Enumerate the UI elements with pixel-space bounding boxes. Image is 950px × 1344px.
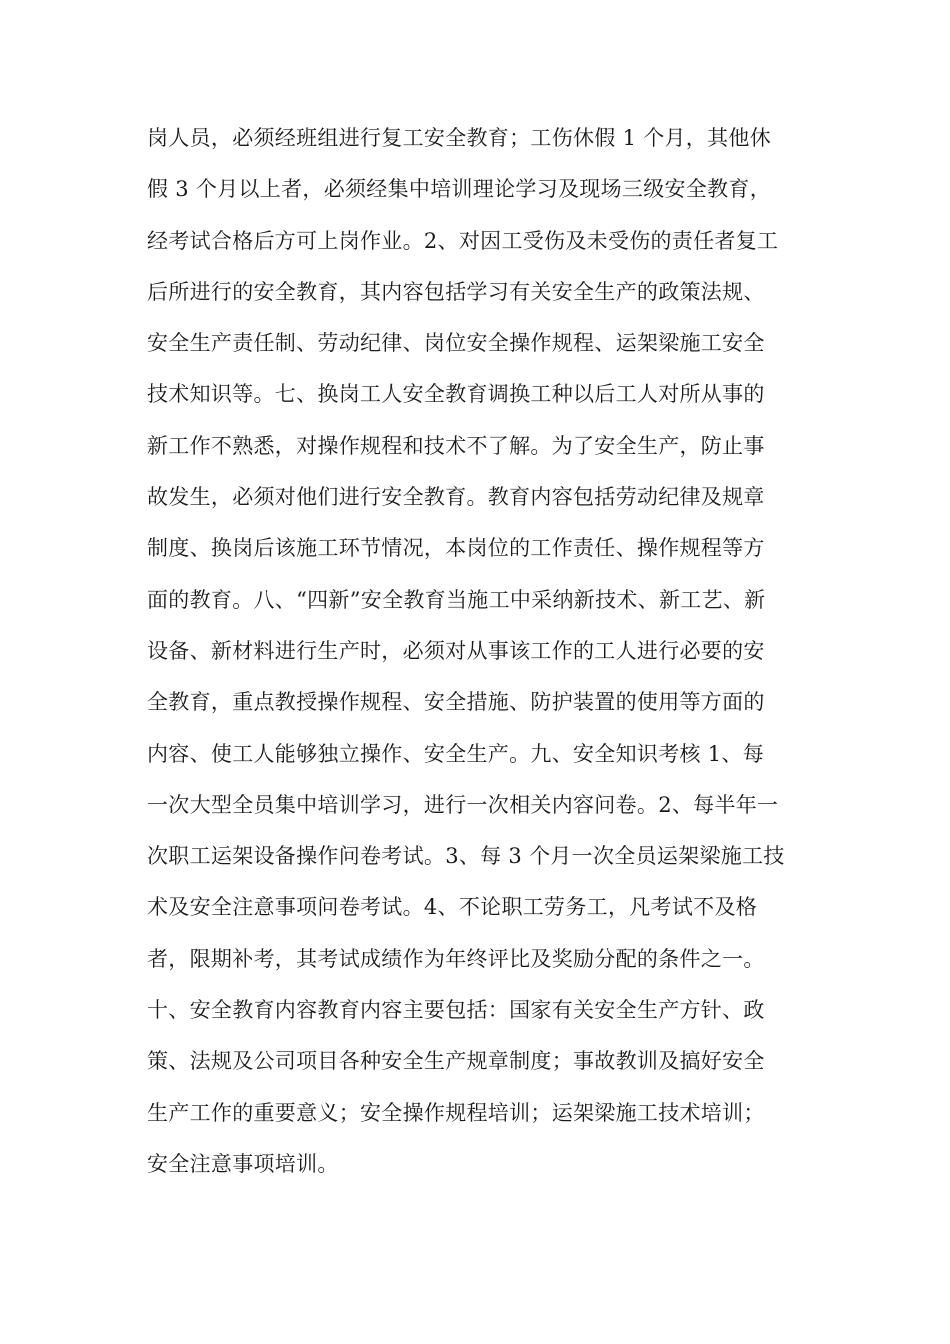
text-line-15: 次职工运架设备操作问卷考试。3、每 3 个月一次全员运架梁施工技: [147, 844, 785, 869]
text-line-9: 制度、换岗后该施工环节情况，本岗位的工作责任、操作规程等方: [147, 536, 765, 561]
text-line-19: 策、法规及公司项目各种安全生产规章制度；事故教训及搞好安全: [147, 1049, 765, 1074]
text-line-6: 技术知识等。七、换岗工人安全教育调换工种以后工人对所从事的: [147, 382, 765, 407]
text-line-4: 后所进行的安全教育，其内容包括学习有关安全生产的政策法规、: [147, 279, 765, 304]
text-line-21: 安全注意事项培训。: [147, 1151, 339, 1176]
text-line-8: 故发生，必须对他们进行安全教育。教育内容包括劳动纪律及规章: [147, 485, 765, 510]
text-line-2: 假 3 个月以上者，必须经集中培训理论学习及现场三级安全教育，: [147, 177, 772, 202]
text-line-7: 新工作不熟悉，对操作规程和技术不了解。为了安全生产，防止事: [147, 433, 765, 458]
body-text: [147, 118, 807, 1195]
text-line-16: 术及安全注意事项问卷考试。4、不论职工劳务工，凡考试不及格: [147, 895, 758, 920]
text-line-10: 面的教育。八、“四新”安全教育当施工中采纳新技术、新工艺、新: [147, 587, 766, 612]
text-line-3: 经考试合格后方可上岗作业。2、对因工受伤及未受伤的责任者复工: [147, 228, 779, 253]
text-line-14: 一次大型全员集中培训学习，进行一次相关内容问卷。2、每半年一: [147, 792, 779, 817]
text-line-1: 岗人员，必须经班组进行复工安全教育；工伤休假 1 个月，其他休: [147, 126, 772, 150]
text-line-5: 安全生产责任制、劳动纪律、岗位安全操作规程、运架梁施工安全: [147, 331, 765, 356]
text-line-12: 全教育，重点教授操作规程、安全措施、防护装置的使用等方面的: [147, 690, 765, 715]
text-line-11: 设备、新材料进行生产时，必须对从事该工作的工人进行必要的安: [147, 638, 765, 663]
text-line-20: 生产工作的重要意义；安全操作规程培训；运架梁施工技术培训；: [147, 1100, 765, 1125]
text-line-18: 十、安全教育内容教育内容主要包括：国家有关安全生产方针、政: [147, 998, 765, 1023]
text-line-17: 者，限期补考，其考试成绩作为年终评比及奖励分配的条件之一。: [147, 946, 765, 971]
text-line-13: 内容、使工人能够独立操作、安全生产。九、安全知识考核 1、每: [147, 741, 765, 766]
